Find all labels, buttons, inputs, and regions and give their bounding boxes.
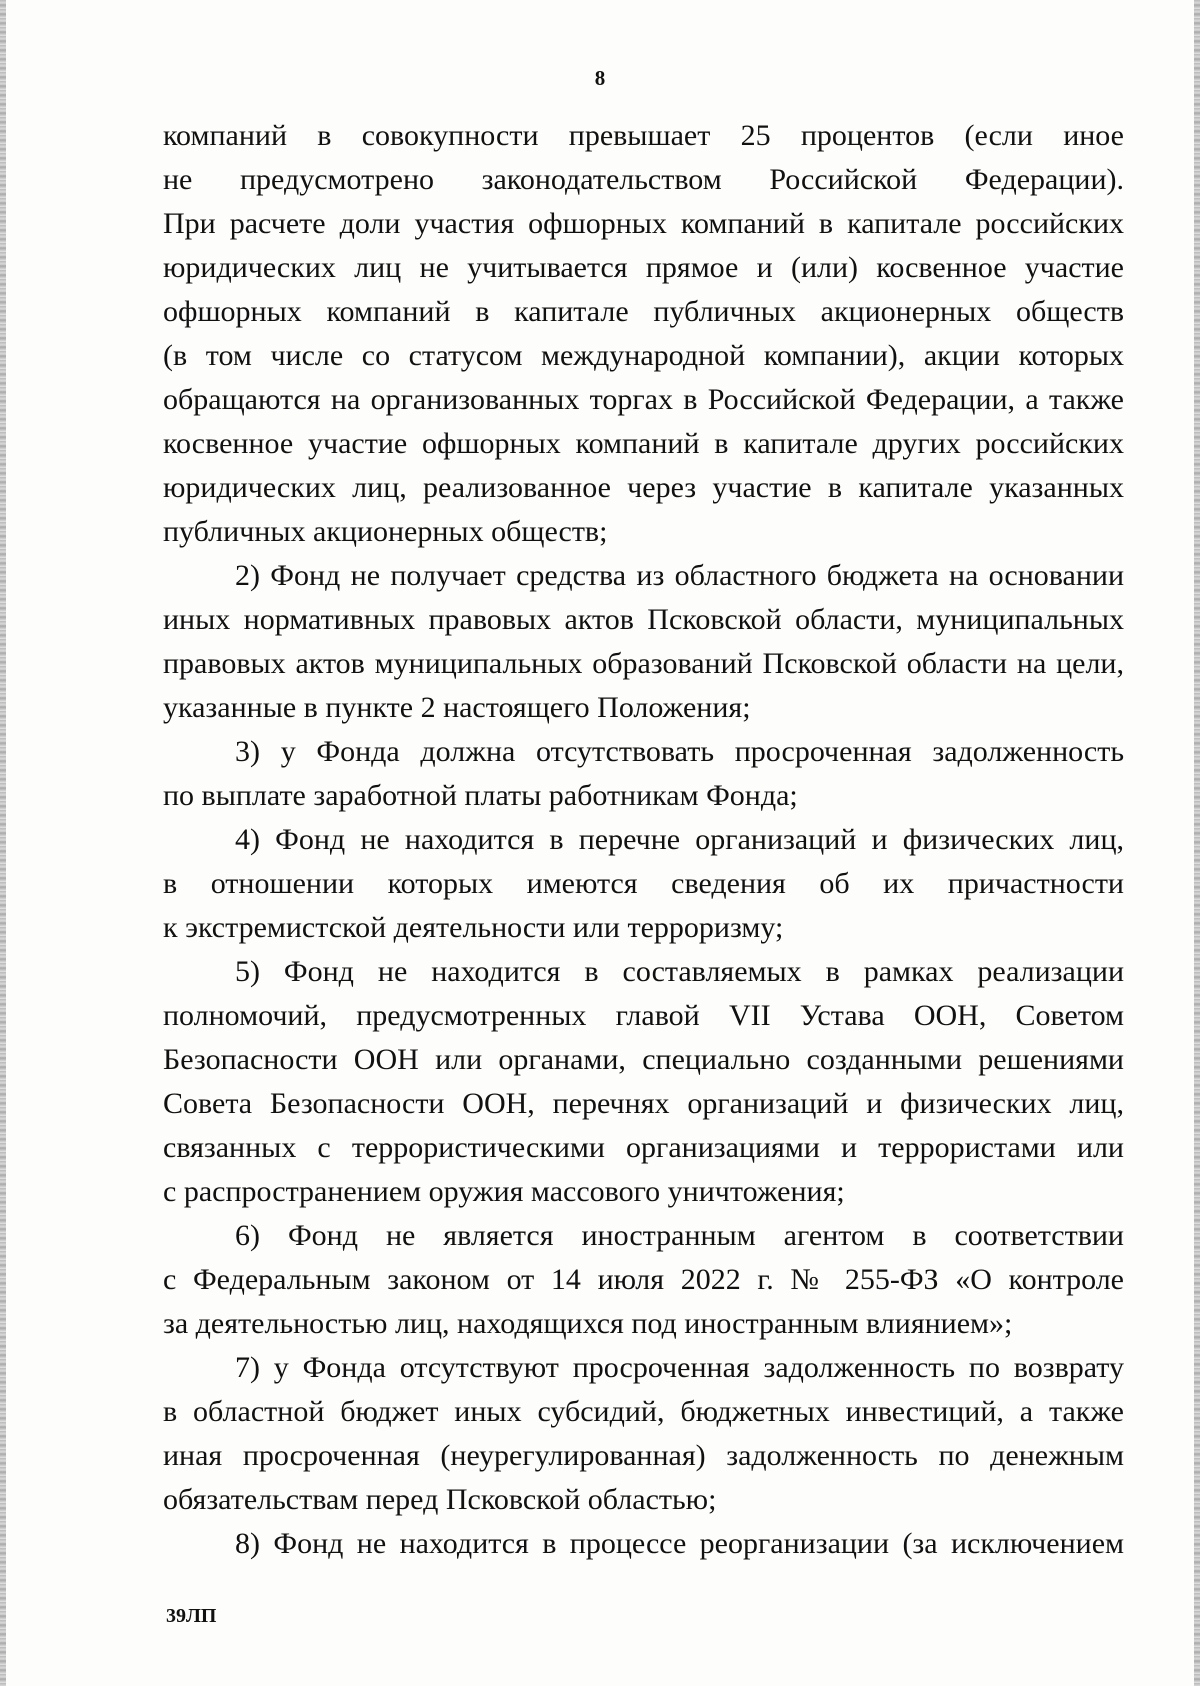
text-line: компаний в совокупности превышает 25 процентов (если иное <box>163 119 1124 152</box>
text-line: в отношении которых имеются сведения об их причастности <box>163 867 1124 900</box>
text-line: 6) Фонд не является иностранным агентом в соответствии <box>235 1219 1124 1252</box>
text-line: с Федеральным законом от 14 июля 2022 г. № 255-ФЗ «О контроле <box>163 1263 1124 1296</box>
text-line: офшорных компаний в капитале публичных акционерных обществ <box>163 295 1124 328</box>
text-line: иная просроченная (неурегулированная) задолженность по денежным <box>163 1439 1124 1472</box>
text-line: юридических лиц, реализованное через участие в капитале указанных <box>163 471 1124 504</box>
text-line: обращаются на организованных торгах в Российской Федерации, а также <box>163 383 1124 416</box>
text-line: правовых актов муниципальных образований Псковской области на цели, <box>163 647 1124 680</box>
text-line: При расчете доли участия офшорных компаний в капитале российских <box>163 207 1124 240</box>
text-line: в областной бюджет иных субсидий, бюджетных инвестиций, а также <box>163 1395 1124 1428</box>
scan-edge-left <box>0 0 6 1686</box>
text-line: (в том числе со статусом международной компании), акции которых <box>163 339 1124 372</box>
text-line: Совета Безопасности ООН, перечнях организаций и физических лиц, <box>163 1087 1124 1120</box>
text-line: 4) Фонд не находится в перечне организаций и физических лиц, <box>235 823 1124 856</box>
body-text <box>163 114 1124 1566</box>
scan-edge-right <box>1194 0 1200 1686</box>
text-line: иных нормативных правовых актов Псковской области, муниципальных <box>163 603 1124 636</box>
text-line: Безопасности ООН или органами, специально созданными решениями <box>163 1043 1124 1076</box>
text-line: полномочий, предусмотренных главой VII Устава ООН, Советом <box>163 999 1124 1032</box>
text-line: юридических лиц не учитывается прямое и (или) косвенное участие <box>163 251 1124 284</box>
text-line: 3) у Фонда должна отсутствовать просроченная задолженность <box>235 735 1124 768</box>
text-line: к экстремистской деятельности или терроризму; <box>163 911 784 944</box>
text-line: указанные в пункте 2 настоящего Положения; <box>163 691 751 724</box>
text-line: не предусмотрено законодательством Российской Федерации). <box>163 163 1124 196</box>
text-line: публичных акционерных обществ; <box>163 515 608 548</box>
text-line: за деятельностью лиц, находящихся под иностранным влиянием»; <box>163 1307 1013 1340</box>
footer-code: 39ЛП <box>166 1605 217 1627</box>
text-line: 2) Фонд не получает средства из областного бюджета на основании <box>235 559 1124 592</box>
text-line: 5) Фонд не находится в составляемых в рамках реализации <box>235 955 1124 988</box>
text-line: связанных с террористическими организациями и террористами или <box>163 1131 1124 1164</box>
text-line: косвенное участие офшорных компаний в капитале других российских <box>163 427 1124 460</box>
text-line: 7) у Фонда отсутствуют просроченная задолженность по возврату <box>235 1351 1124 1384</box>
text-line: по выплате заработной платы работникам Фонда; <box>163 779 798 812</box>
text-line: с распространением оружия массового уничтожения; <box>163 1175 845 1208</box>
page-number: 8 <box>594 66 606 90</box>
text-line: 8) Фонд не находится в процессе реорганизации (за исключением <box>235 1527 1124 1560</box>
text-line: обязательствам перед Псковской областью; <box>163 1483 717 1516</box>
